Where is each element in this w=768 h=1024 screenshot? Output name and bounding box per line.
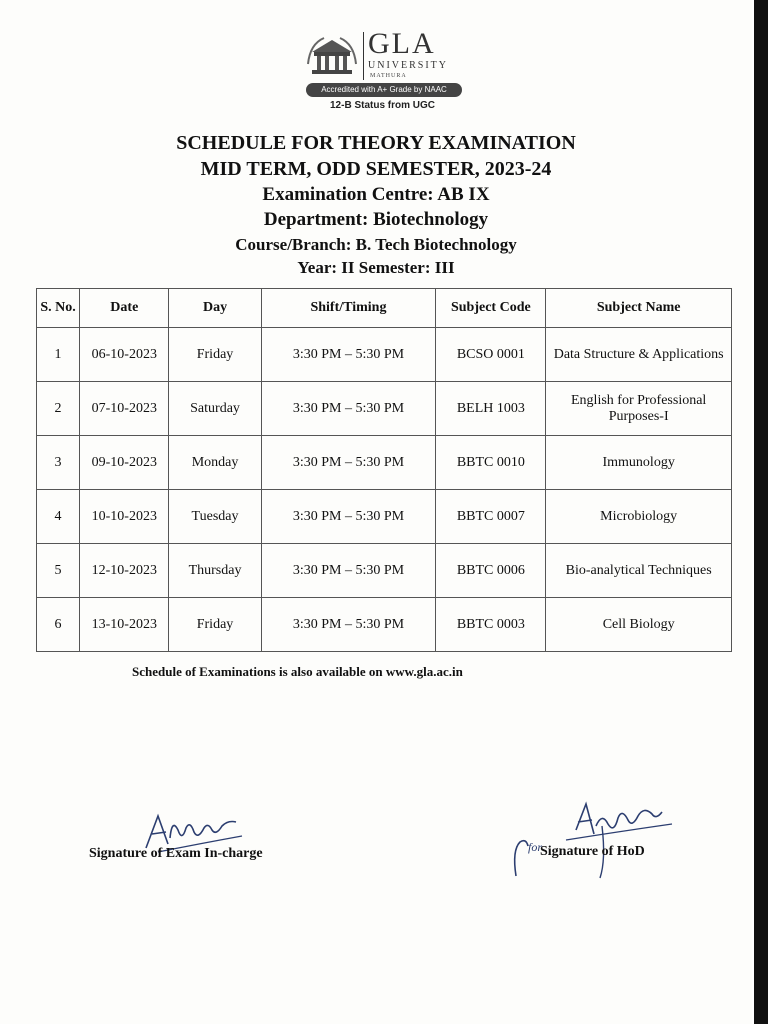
cell-subject-code: BBTC 0003 bbox=[436, 598, 546, 652]
university-crest-icon bbox=[306, 34, 358, 80]
table-header-row bbox=[37, 289, 732, 328]
cell-sno: 1 bbox=[37, 328, 80, 382]
cell-subject-name: Data Structure & Applications bbox=[546, 328, 732, 382]
cell-subject-code: BBTC 0007 bbox=[436, 490, 546, 544]
hod-signature-prefix: for bbox=[528, 840, 543, 854]
cell-timing: 3:30 PM – 5:30 PM bbox=[261, 598, 436, 652]
cell-day: Monday bbox=[169, 436, 261, 490]
brand-divider bbox=[363, 32, 364, 80]
table-row bbox=[37, 436, 732, 490]
exam-incharge-signature-label: Signature of Exam In-charge bbox=[89, 846, 263, 861]
hod-signature-label: Signature of HoD bbox=[540, 844, 645, 859]
availability-note: Schedule of Examinations is also available on www.gla.ac.in bbox=[132, 664, 463, 679]
exam-schedule-table bbox=[36, 288, 732, 652]
cell-date: 13-10-2023 bbox=[80, 598, 169, 652]
header-sno: S. No. bbox=[37, 289, 80, 328]
cell-sno: 3 bbox=[37, 436, 80, 490]
brand-city: MATHURA bbox=[370, 73, 407, 79]
cell-subject-code: BELH 1003 bbox=[436, 382, 546, 436]
cell-date: 10-10-2023 bbox=[80, 490, 169, 544]
cell-subject-code: BBTC 0006 bbox=[436, 544, 546, 598]
year-semester: Year: II Semester: III bbox=[297, 258, 455, 277]
cell-sno: 5 bbox=[37, 544, 80, 598]
university-logo bbox=[300, 28, 465, 116]
cell-day: Thursday bbox=[169, 544, 261, 598]
cell-subject-code: BBTC 0010 bbox=[436, 436, 546, 490]
cell-subject-name: Microbiology bbox=[546, 490, 732, 544]
title-line-2: MID TERM, ODD SEMESTER, 2023-24 bbox=[200, 158, 552, 180]
brand-subtitle: UNIVERSITY bbox=[368, 60, 448, 71]
cell-timing: 3:30 PM – 5:30 PM bbox=[261, 436, 436, 490]
table-row bbox=[37, 490, 732, 544]
cell-date: 06-10-2023 bbox=[80, 328, 169, 382]
table-row bbox=[37, 544, 732, 598]
cell-date: 07-10-2023 bbox=[80, 382, 169, 436]
table-row bbox=[37, 598, 732, 652]
brand-name: GLA bbox=[368, 27, 436, 60]
course-branch: Course/Branch: B. Tech Biotechnology bbox=[235, 235, 517, 254]
cell-sno: 2 bbox=[37, 382, 80, 436]
cell-subject-name: Immunology bbox=[546, 436, 732, 490]
cell-timing: 3:30 PM – 5:30 PM bbox=[261, 382, 436, 436]
accreditation-badge: Accredited with A+ Grade by NAAC bbox=[306, 83, 462, 97]
cell-timing: 3:30 PM – 5:30 PM bbox=[261, 490, 436, 544]
cell-day: Tuesday bbox=[169, 490, 261, 544]
cell-timing: 3:30 PM – 5:30 PM bbox=[261, 544, 436, 598]
scan-edge bbox=[754, 0, 768, 1024]
cell-day: Friday bbox=[169, 328, 261, 382]
cell-date: 12-10-2023 bbox=[80, 544, 169, 598]
cell-timing: 3:30 PM – 5:30 PM bbox=[261, 328, 436, 382]
department: Department: Biotechnology bbox=[263, 209, 489, 230]
cell-subject-name: English for Professional Purposes-I bbox=[546, 382, 732, 436]
cell-day: Friday bbox=[169, 598, 261, 652]
header-day: Day bbox=[169, 289, 261, 328]
ugc-status: 12-B Status from UGC bbox=[329, 100, 435, 111]
title-line-1: SCHEDULE FOR THEORY EXAMINATION bbox=[176, 132, 576, 154]
cell-day: Saturday bbox=[169, 382, 261, 436]
table-row bbox=[37, 328, 732, 382]
cell-date: 09-10-2023 bbox=[80, 436, 169, 490]
cell-sno: 4 bbox=[37, 490, 80, 544]
header-subject-code: Subject Code bbox=[436, 289, 546, 328]
hod-signature-icon bbox=[506, 790, 686, 886]
exam-centre: Examination Centre: AB IX bbox=[262, 184, 490, 205]
cell-subject-name: Bio-analytical Techniques bbox=[546, 544, 732, 598]
cell-subject-code: BCSO 0001 bbox=[436, 328, 546, 382]
header-date: Date bbox=[80, 289, 169, 328]
cell-subject-name: Cell Biology bbox=[546, 598, 732, 652]
header-subject-name: Subject Name bbox=[546, 289, 732, 328]
table-row bbox=[37, 382, 732, 436]
header-timing: Shift/Timing bbox=[261, 289, 436, 328]
cell-sno: 6 bbox=[37, 598, 80, 652]
